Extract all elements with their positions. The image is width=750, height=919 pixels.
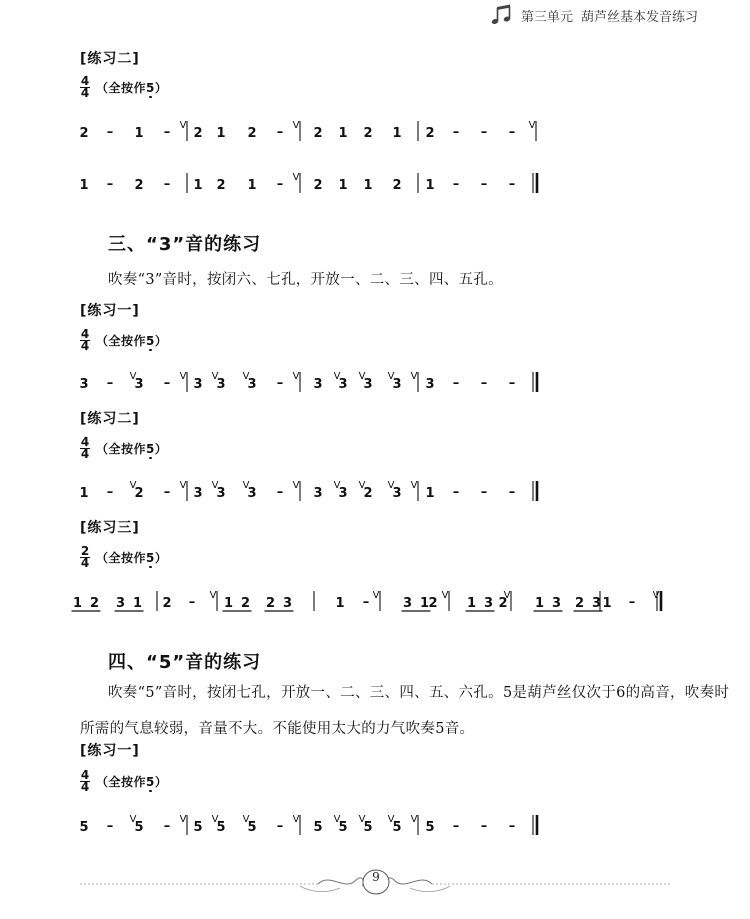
breath-mark: V bbox=[179, 814, 187, 825]
note-digit: 5 bbox=[134, 820, 144, 835]
paragraph-line: 吹奏“5”音时，按闭七孔，开放一、二、三、四、五、六孔。5是葫芦丝仅次于6的高音，吹奏时 bbox=[108, 685, 730, 701]
note-digit: 2 bbox=[193, 126, 203, 141]
page-number: 9 bbox=[372, 870, 380, 884]
note-digit: 2 bbox=[574, 596, 585, 611]
key-note-suffix: ） bbox=[154, 551, 168, 565]
key-note-digit: 5 bbox=[146, 334, 155, 348]
note-digit: 2 bbox=[216, 178, 226, 193]
note-digit: 2 bbox=[240, 596, 251, 611]
note-digit: 1 bbox=[602, 596, 612, 611]
note-digit: 3 bbox=[247, 377, 257, 392]
dash-sustain: – bbox=[480, 177, 488, 192]
note-digit: 3 bbox=[483, 596, 494, 611]
dash-sustain: – bbox=[163, 125, 171, 140]
key-note-digit: 5 bbox=[146, 551, 155, 565]
note-digit: 1 bbox=[134, 126, 144, 141]
note-digit: 5 bbox=[79, 820, 89, 835]
note-digit: 3 bbox=[79, 377, 89, 392]
note-digit: 3 bbox=[338, 486, 348, 501]
note-digit: 1 bbox=[79, 486, 89, 501]
key-note-digit: 5 bbox=[146, 442, 155, 456]
breath-mark: V bbox=[292, 120, 300, 131]
note-digit: 2 bbox=[313, 126, 323, 141]
key-note-prefix: （全按作 bbox=[96, 775, 147, 789]
key-note-digit: 5 bbox=[146, 775, 155, 789]
note-digit: 1 bbox=[419, 596, 430, 611]
breath-mark: V bbox=[387, 480, 395, 491]
note-digit: 3 bbox=[134, 377, 144, 392]
breath-mark: V bbox=[528, 120, 536, 131]
note-digit: 2 bbox=[134, 486, 144, 501]
dash-sustain: – bbox=[106, 485, 114, 500]
dash-sustain: – bbox=[508, 125, 516, 140]
note-digit: 1 bbox=[72, 596, 83, 611]
note-digit: 1 bbox=[223, 596, 234, 611]
note-digit: 1 bbox=[392, 126, 402, 141]
note-digit: 5 bbox=[363, 820, 373, 835]
breath-mark: V bbox=[410, 814, 418, 825]
time-signature-top: 4 bbox=[80, 74, 90, 88]
breath-mark: V bbox=[358, 371, 366, 382]
dash-sustain: – bbox=[480, 819, 488, 834]
dash-sustain: – bbox=[452, 819, 460, 834]
dash-sustain: – bbox=[452, 485, 460, 500]
key-note-prefix: （全按作 bbox=[96, 551, 147, 565]
note-digit: 2 bbox=[313, 178, 323, 193]
note-digit: 3 bbox=[313, 486, 323, 501]
key-note-suffix: ） bbox=[154, 442, 168, 456]
time-signature-top: 2 bbox=[80, 544, 90, 558]
dash-sustain: – bbox=[163, 376, 171, 391]
key-note-suffix: ） bbox=[154, 81, 168, 95]
note-digit: 5 bbox=[313, 820, 323, 835]
note-digit: 2 bbox=[363, 126, 373, 141]
breath-mark: V bbox=[242, 371, 250, 382]
note-digit: 3 bbox=[338, 377, 348, 392]
breath-mark: V bbox=[387, 371, 395, 382]
dash-sustain: – bbox=[188, 595, 196, 610]
dash-sustain: – bbox=[508, 376, 516, 391]
breath-mark: V bbox=[372, 590, 380, 601]
note-digit: 3 bbox=[247, 486, 257, 501]
breath-mark: V bbox=[503, 590, 511, 601]
breath-mark: V bbox=[179, 120, 187, 131]
paragraph-line: 所需的气息较弱，音量不大。不能使用太大的力气吹奏5音。 bbox=[80, 721, 475, 737]
chapter-title: 葫芦丝基本发音练习 bbox=[580, 9, 698, 25]
dash-sustain: – bbox=[276, 376, 284, 391]
note-digit: 5 bbox=[425, 820, 435, 835]
exercise-label: [练习二] bbox=[80, 51, 140, 67]
note-digit: 1 bbox=[363, 178, 373, 193]
dash-sustain: – bbox=[508, 485, 516, 500]
note-digit: 3 bbox=[363, 377, 373, 392]
time-signature-bottom: 4 bbox=[80, 780, 90, 794]
dash-sustain: – bbox=[480, 376, 488, 391]
exercise-label: [练习一] bbox=[80, 743, 140, 759]
breath-mark: V bbox=[387, 814, 395, 825]
note-digit: 1 bbox=[216, 126, 226, 141]
breath-mark: V bbox=[333, 814, 341, 825]
time-signature-bottom: 4 bbox=[80, 86, 90, 100]
breath-mark: V bbox=[129, 814, 137, 825]
note-digit: 1 bbox=[193, 178, 203, 193]
key-note-digit: 5 bbox=[146, 81, 155, 95]
breath-mark: V bbox=[129, 371, 137, 382]
note-digit: 1 bbox=[79, 178, 89, 193]
dash-sustain: – bbox=[276, 485, 284, 500]
time-signature-bottom: 4 bbox=[80, 339, 90, 353]
note-digit: 1 bbox=[534, 596, 545, 611]
note-digit: 1 bbox=[338, 178, 348, 193]
dash-sustain: – bbox=[628, 595, 636, 610]
breath-mark: V bbox=[292, 814, 300, 825]
key-note-prefix: （全按作 bbox=[96, 334, 147, 348]
breath-mark: V bbox=[209, 590, 217, 601]
note-digit: 1 bbox=[247, 178, 257, 193]
note-digit: 2 bbox=[162, 596, 172, 611]
note-digit: 2 bbox=[265, 596, 276, 611]
breath-mark: V bbox=[292, 371, 300, 382]
note-digit: 3 bbox=[392, 486, 402, 501]
dash-sustain: – bbox=[106, 819, 114, 834]
dash-sustain: – bbox=[362, 595, 370, 610]
dash-sustain: – bbox=[163, 177, 171, 192]
dash-sustain: – bbox=[452, 177, 460, 192]
note-digit: 3 bbox=[591, 596, 602, 611]
dash-sustain: – bbox=[106, 177, 114, 192]
breath-mark: V bbox=[333, 371, 341, 382]
key-note-prefix: （全按作 bbox=[96, 81, 147, 95]
note-digit: 5 bbox=[193, 820, 203, 835]
breath-mark: V bbox=[292, 480, 300, 491]
note-digit: 2 bbox=[428, 596, 438, 611]
note-digit: 3 bbox=[115, 596, 126, 611]
breath-mark: V bbox=[129, 480, 137, 491]
breath-mark: V bbox=[211, 371, 219, 382]
dash-sustain: – bbox=[508, 177, 516, 192]
note-digit: 3 bbox=[193, 486, 203, 501]
exercise-label: [练习三] bbox=[80, 520, 140, 536]
note-digit: 2 bbox=[134, 178, 144, 193]
note-digit: 1 bbox=[338, 126, 348, 141]
key-note-suffix: ） bbox=[154, 334, 168, 348]
dash-sustain: – bbox=[276, 819, 284, 834]
breath-mark: V bbox=[242, 814, 250, 825]
breath-mark: V bbox=[292, 172, 300, 183]
section-heading: 四、“5”音的练习 bbox=[108, 652, 262, 673]
exercise-label: [练习一] bbox=[80, 303, 140, 319]
time-signature-top: 4 bbox=[80, 768, 90, 782]
dash-sustain: – bbox=[163, 485, 171, 500]
breath-mark: V bbox=[358, 814, 366, 825]
note-digit: 1 bbox=[132, 596, 143, 611]
paragraph: 吹奏“3”音时，按闭六、七孔，开放一、二、三、四、五孔。 bbox=[108, 272, 503, 288]
unit-label: 第三单元 bbox=[520, 9, 573, 25]
breath-mark: V bbox=[211, 480, 219, 491]
note-digit: 5 bbox=[247, 820, 257, 835]
note-digit: 1 bbox=[425, 486, 435, 501]
dash-sustain: – bbox=[480, 485, 488, 500]
note-digit: 2 bbox=[79, 126, 89, 141]
breath-mark: V bbox=[179, 480, 187, 491]
breath-mark: V bbox=[652, 590, 660, 601]
note-digit: 3 bbox=[402, 596, 413, 611]
dash-sustain: – bbox=[276, 125, 284, 140]
breath-mark: V bbox=[179, 371, 187, 382]
dash-sustain: – bbox=[480, 125, 488, 140]
note-digit: 2 bbox=[363, 486, 373, 501]
note-digit: 3 bbox=[551, 596, 562, 611]
time-signature-top: 4 bbox=[80, 435, 90, 449]
note-digit: 1 bbox=[335, 596, 345, 611]
dash-sustain: – bbox=[163, 819, 171, 834]
breath-mark: V bbox=[211, 814, 219, 825]
note-digit: 3 bbox=[216, 486, 226, 501]
note-digit: 5 bbox=[392, 820, 402, 835]
breath-mark: V bbox=[410, 480, 418, 491]
note-digit: 3 bbox=[313, 377, 323, 392]
key-note-prefix: （全按作 bbox=[96, 442, 147, 456]
note-digit: 3 bbox=[282, 596, 293, 611]
dash-sustain: – bbox=[276, 177, 284, 192]
dash-sustain: – bbox=[508, 819, 516, 834]
note-digit: 2 bbox=[425, 126, 435, 141]
dash-sustain: – bbox=[106, 125, 114, 140]
breath-mark: V bbox=[358, 480, 366, 491]
dash-sustain: – bbox=[452, 376, 460, 391]
breath-mark: V bbox=[242, 480, 250, 491]
breath-mark: V bbox=[410, 371, 418, 382]
note-digit: 3 bbox=[392, 377, 402, 392]
note-digit: 3 bbox=[216, 377, 226, 392]
note-digit: 1 bbox=[466, 596, 477, 611]
dash-sustain: – bbox=[452, 125, 460, 140]
section-heading: 三、“3”音的练习 bbox=[108, 234, 262, 255]
note-digit: 3 bbox=[193, 377, 203, 392]
note-digit: 2 bbox=[498, 596, 508, 611]
dash-sustain: – bbox=[106, 376, 114, 391]
note-digit: 3 bbox=[425, 377, 435, 392]
note-digit: 1 bbox=[425, 178, 435, 193]
note-digit: 5 bbox=[338, 820, 348, 835]
time-signature-bottom: 4 bbox=[80, 447, 90, 461]
note-digit: 2 bbox=[392, 178, 402, 193]
breath-mark: V bbox=[441, 590, 449, 601]
note-digit: 2 bbox=[247, 126, 257, 141]
note-digit: 5 bbox=[216, 820, 226, 835]
exercise-label: [练习二] bbox=[80, 411, 140, 427]
time-signature-top: 4 bbox=[80, 327, 90, 341]
breath-mark: V bbox=[333, 480, 341, 491]
time-signature-bottom: 4 bbox=[80, 556, 90, 570]
key-note-suffix: ） bbox=[154, 775, 168, 789]
note-digit: 2 bbox=[89, 596, 100, 611]
